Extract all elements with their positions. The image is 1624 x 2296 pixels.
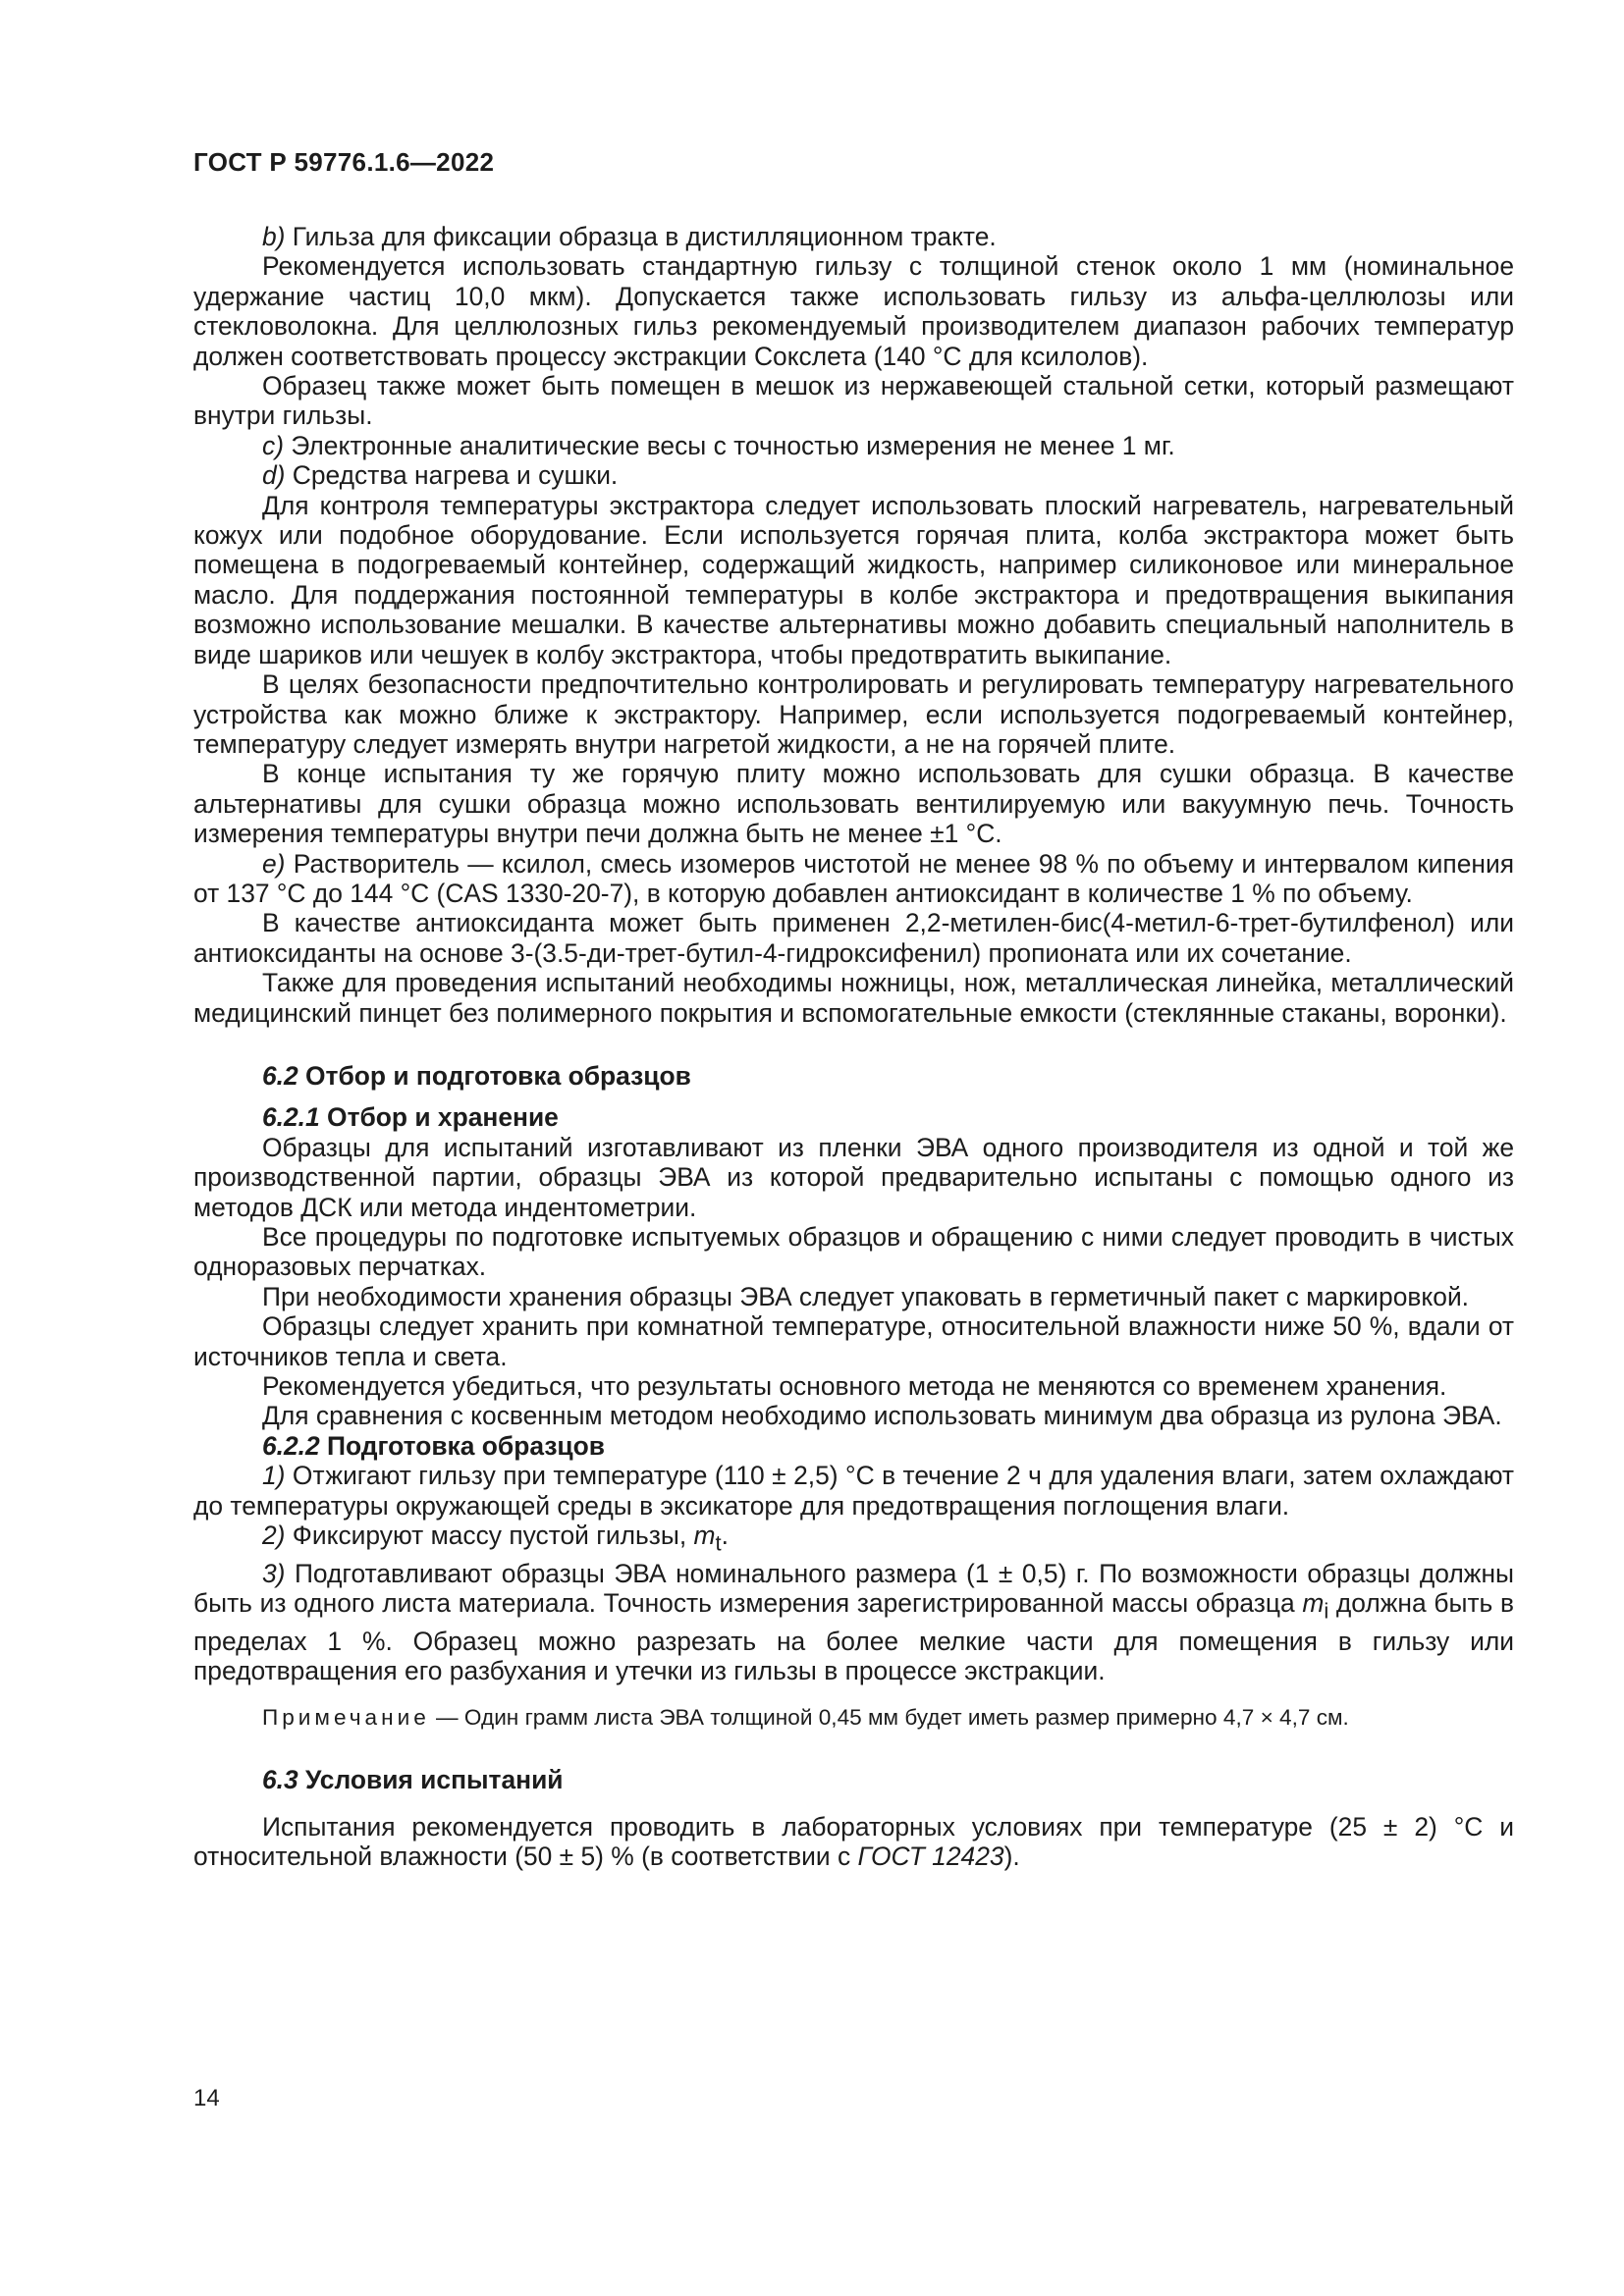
variable-subscript: i <box>1324 1598 1329 1624</box>
note-label: Примечание <box>262 1704 430 1730</box>
section-title: Отбор и хранение <box>319 1102 559 1133</box>
list-marker: b) <box>262 222 286 251</box>
paragraph: Все процедуры по подготовке испытуемых образцов и обращению с ними следует проводить в чистых одноразовых перчатках. <box>193 1222 1514 1282</box>
variable: m <box>693 1521 716 1551</box>
paragraph: Образцы для испытаний изготавливают из пленки ЭВА одного производителя из одной и той же производственной партии, образцы ЭВА из которой предварительно испытаны с помощью одного из методов ДСК или метода индентометрии. <box>193 1132 1514 1222</box>
variable: m <box>1302 1588 1325 1619</box>
paragraph-text: Гильза для фиксации образца в дистилляционном тракте. <box>285 222 997 251</box>
paragraph-text: Отжигают гильзу при температуре (110 ± 2,5) °С в течение 2 ч для удаления влаги, затем охлаждают до температуры окружающей среды в эксикаторе для предотвращения поглощения влаги. <box>193 1461 1514 1521</box>
paragraph-text: . <box>721 1521 729 1551</box>
paragraph <box>193 222 1514 251</box>
section-number: 6.2 <box>262 1060 298 1091</box>
section-heading <box>193 1061 1514 1091</box>
standard-reference: ГОСТ 12423 <box>857 1842 1004 1872</box>
paragraph: Рекомендуется убедиться, что результаты основного метода не меняются со временем хранения. <box>262 1371 1447 1402</box>
paragraph: Образец также может быть помещен в мешок из нержавеющей стальной сетки, который размещают внутри гильзы. <box>193 371 1514 431</box>
paragraph-text: должна быть в пределах 1 %. Образец можно разрезать на более мелкие части для помещения в гильзу или предотвращения его разбухания и утечки из гильзы в процессе экстракции. <box>193 1588 1514 1686</box>
paragraph: Для сравнения с косвенным методом необходимо использовать минимум два образца из рулона ЭВА. <box>262 1401 1502 1431</box>
paragraph <box>193 1521 1514 1559</box>
section-number: 6.3 <box>262 1764 298 1794</box>
section-title: Подготовка образцов <box>319 1430 605 1461</box>
document-code: ГОСТ Р 59776.1.6—2022 <box>193 147 495 177</box>
page-number: 14 <box>193 2085 220 2111</box>
paragraph: В качестве антиоксиданта может быть применен 2,2-метилен-бис(4-метил-6-трет-бутилфенол) или антиоксиданты на основе 3-(3.5-ди-трет-бутил-4-гидроксифенил) пропионата или их сочетание. <box>193 908 1514 968</box>
note-text: — Один грамм листа ЭВА толщиной 0,45 мм будет иметь размер примерно 4,7 × 4,7 см. <box>429 1704 1349 1730</box>
list-marker: 2) <box>262 1521 286 1551</box>
paragraph-text: Испытания рекомендуется проводить в лабораторных условиях при температуре (25 ± 2) °С и относительной влажности (50 ± 5) % (в соответствии с <box>193 1812 1514 1872</box>
variable-subscript: t <box>715 1530 722 1556</box>
paragraph-text: ). <box>1003 1842 1020 1872</box>
list-marker: e) <box>262 848 286 879</box>
document-body <box>193 222 1514 1872</box>
note <box>193 1704 1514 1732</box>
section-number: 6.2.1 <box>262 1102 320 1133</box>
list-marker: d) <box>262 460 286 491</box>
section-title: Отбор и подготовка образцов <box>298 1060 691 1091</box>
paragraph: Для контроля температуры экстрактора следует использовать плоский нагреватель, нагревательный кожух или подобное оборудование. Если используется горячая плита, колба экстрактора может быть помещена в подогреваемый контейнер, содержащий жидкость, например силиконовое или минеральное масло. Для поддержания постоянной температуры в колбе экстрактора и предотвращения выкипания возможно использование мешалки. В качестве альтернативы можно добавить специальный наполнитель в виде шариков или чешуек в колбу экстрактора, чтобы предотвратить выкипание. <box>193 490 1514 669</box>
paragraph <box>193 460 1514 490</box>
paragraph: Образцы следует хранить при комнатной температуре, относительной влажности ниже 50 %, вдали от источников тепла и света. <box>193 1311 1514 1371</box>
paragraph-text: Электронные аналитические весы с точностью измерения не менее 1 мг. <box>283 430 1175 460</box>
paragraph: Также для проведения испытаний необходимы ножницы, нож, металлическая линейка, металлический медицинский пинцет без полимерного покрытия и вспомогательные емкости (стеклянные стаканы, воронки). <box>193 968 1514 1028</box>
paragraph <box>193 1812 1514 1872</box>
list-marker: 1) <box>262 1461 286 1491</box>
paragraph <box>193 849 1514 909</box>
paragraph-text: Фиксируют массу пустой гильзы, <box>285 1521 694 1551</box>
list-marker: c) <box>262 430 284 460</box>
paragraph-text: Растворитель — ксилол, смесь изомеров чистотой не менее 98 % по объему и интервалом кипения от 137 °С до 144 °С (CAS 1330-20-7), в которую добавлен антиоксидант в количестве 1 % по объему. <box>193 848 1514 908</box>
section-number: 6.2.2 <box>262 1430 320 1461</box>
section-title: Условия испытаний <box>298 1764 564 1794</box>
paragraph <box>193 431 1514 460</box>
paragraph <box>193 1559 1514 1686</box>
section-heading <box>193 1765 1514 1794</box>
paragraph: При необходимости хранения образцы ЭВА следует упаковать в герметичный пакет с маркировкой. <box>262 1281 1470 1311</box>
paragraph-text: Подготавливают образцы ЭВА номинального размера (1 ± 0,5) г. По возможности образцы должны быть из одного листа материала. Точность измерения зарегистрированной массы образца <box>193 1558 1514 1619</box>
paragraph <box>193 1461 1514 1521</box>
paragraph-text: Средства нагрева и сушки. <box>285 460 619 491</box>
subsection-heading <box>193 1102 1514 1132</box>
paragraph: В целях безопасности предпочтительно контролировать и регулировать температуру нагревательного устройства как можно ближе к экстрактору. Например, если используется подогреваемый контейнер, температуру следует измерять внутри нагретой жидкости, а не на горячей плите. <box>193 669 1514 759</box>
paragraph: Рекомендуется использовать стандартную гильзу с толщиной стенок около 1 мм (номинальное удержание частиц 10,0 мкм). Допускается также использовать гильзу из альфа-целлюлозы или стекловолокна. Для целлюлозных гильз рекомендуемый производителем диапазон рабочих температур должен соответствовать процессу экстракции Сокслета (140 °С для ксилолов). <box>193 251 1514 371</box>
subsection-heading <box>193 1431 1514 1461</box>
paragraph: В конце испытания ту же горячую плиту можно использовать для сушки образца. В качестве альтернативы для сушки образца можно использовать вентилируемую или вакуумную печь. Точность измерения температуры внутри печи должна быть не менее ±1 °С. <box>193 759 1514 849</box>
list-marker: 3) <box>262 1558 286 1588</box>
